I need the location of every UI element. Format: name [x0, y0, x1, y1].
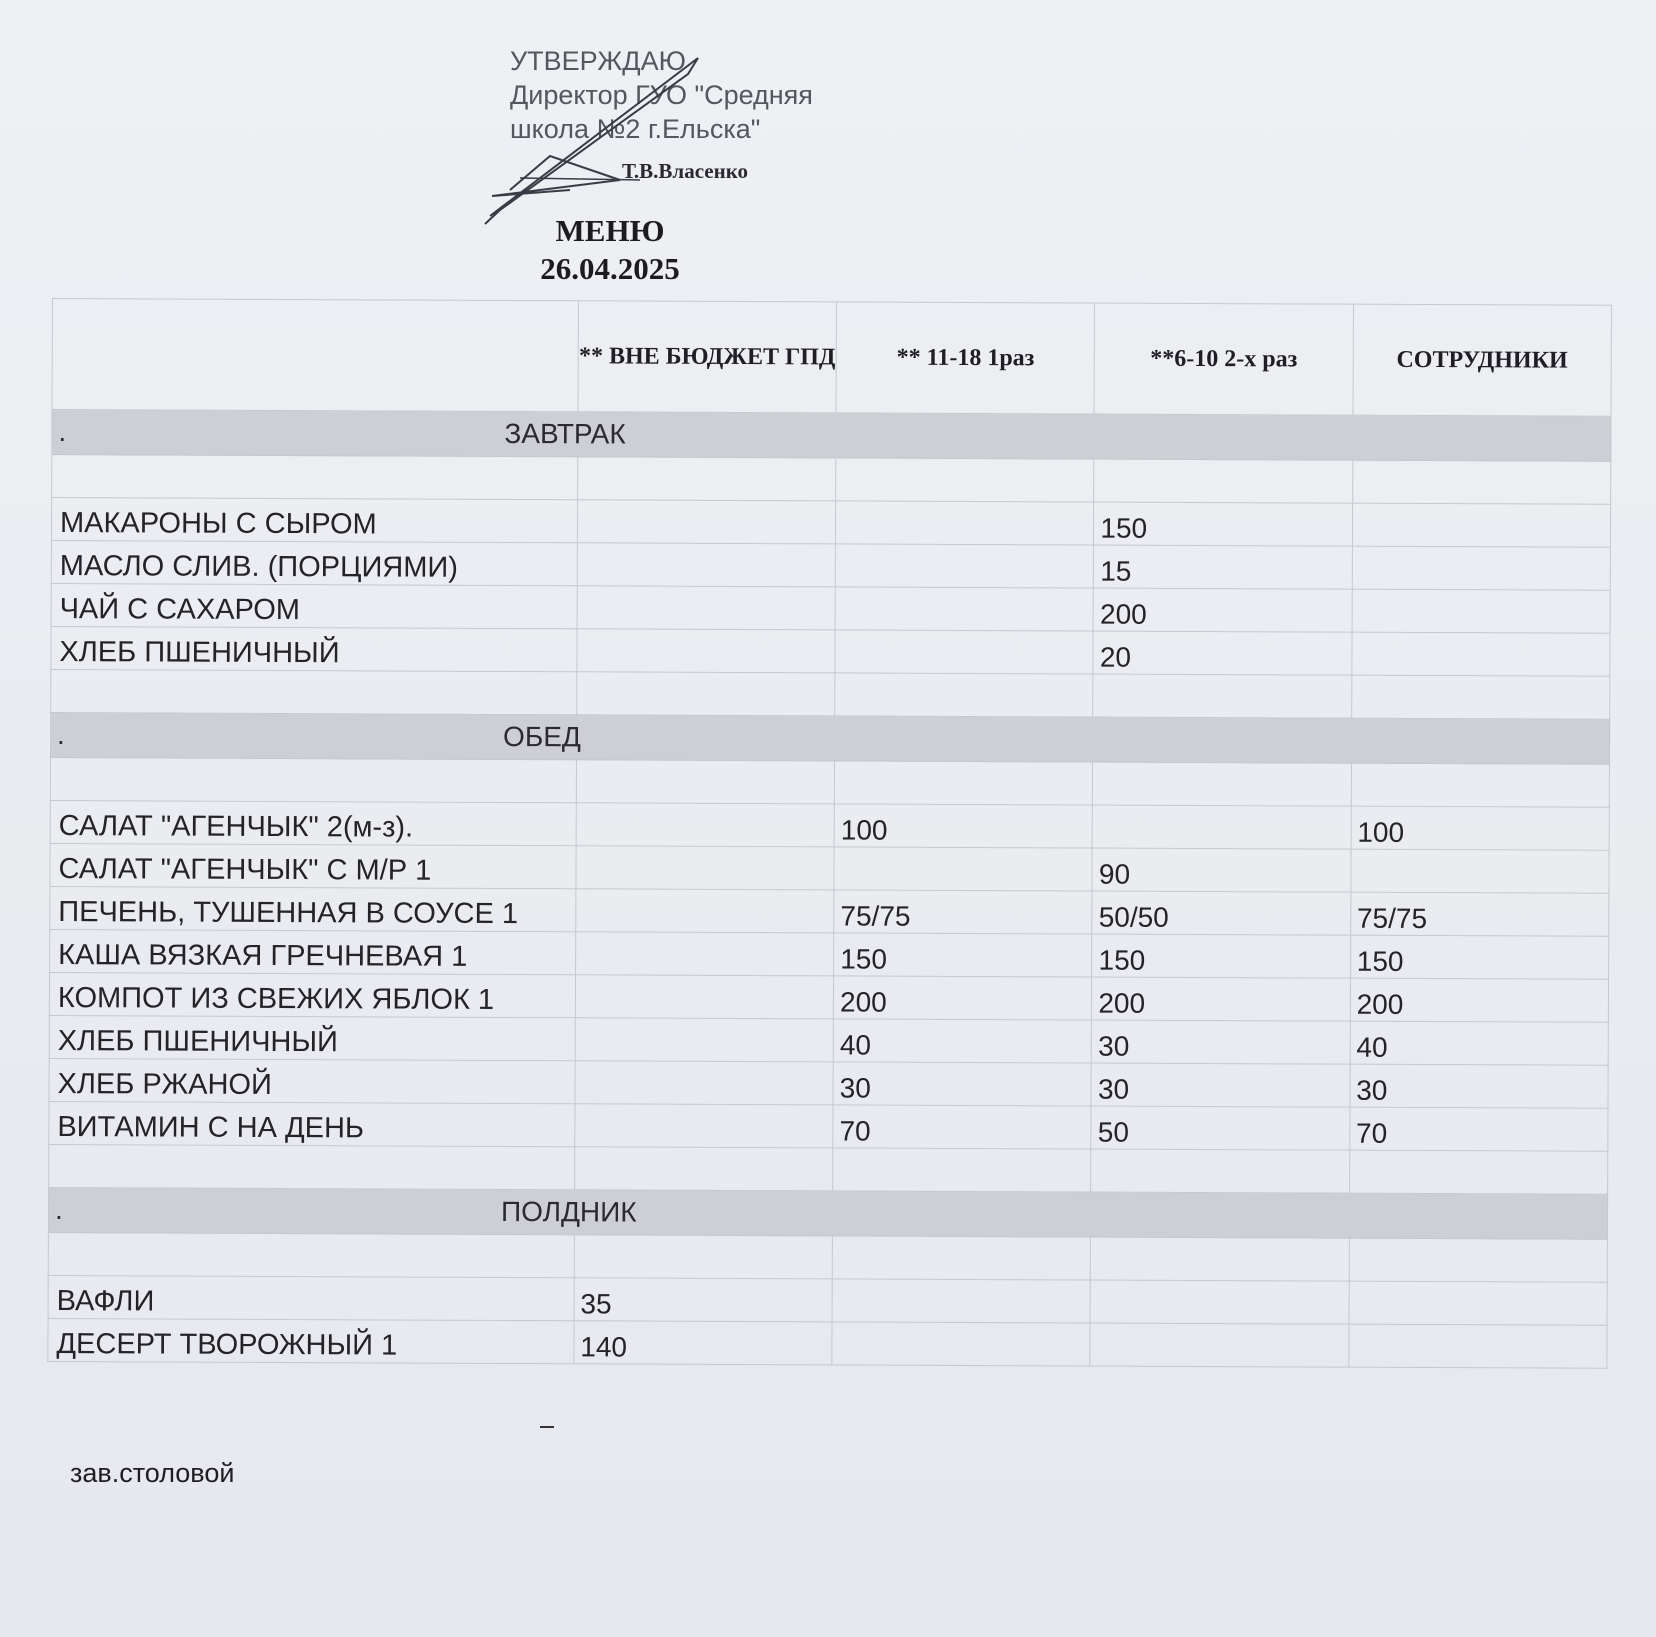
- age-6-10-value: [1090, 1280, 1348, 1324]
- staff-value: [1352, 503, 1610, 547]
- section-label: ПОЛДНИК: [500, 1195, 637, 1228]
- header-staff: СОТРУДНИКИ: [1353, 304, 1612, 416]
- age-11-18-value: 40: [833, 1019, 1091, 1063]
- dish-name: ХЛЕБ РЖАНОЙ: [49, 1058, 575, 1103]
- table-row: [48, 1318, 1607, 1368]
- title-heading: МЕНЮ: [555, 213, 665, 248]
- section-lunch: [50, 712, 1609, 764]
- age-11-18-value: [835, 544, 1093, 588]
- age-11-18-value: [835, 630, 1093, 674]
- age-6-10-value: 50: [1091, 1106, 1349, 1150]
- dish-name: ПЕЧЕНЬ, ТУШЕННАЯ В СОУСЕ 1: [50, 886, 576, 931]
- table-row: [50, 886, 1609, 936]
- staff-value: 75/75: [1350, 892, 1608, 936]
- age-6-10-value: 200: [1093, 588, 1351, 632]
- signature-icon: [480, 40, 780, 230]
- menu-title: [490, 212, 730, 288]
- age-11-18-value: [834, 847, 1092, 891]
- approval-position: Директор ГУО "Средняя: [510, 80, 813, 110]
- dish-name: МАСЛО СЛИВ. (ПОРЦИЯМИ): [51, 540, 577, 585]
- gpd-value: [575, 1104, 833, 1148]
- age-11-18-value: 75/75: [834, 890, 1092, 934]
- age-6-10-value: 50/50: [1092, 891, 1350, 935]
- table-row: [51, 540, 1610, 590]
- table-row: [50, 843, 1609, 893]
- staff-value: [1352, 632, 1610, 676]
- table-row: [50, 800, 1609, 850]
- dish-name: МАКАРОНЫ С СЫРОМ: [51, 498, 577, 543]
- age-6-10-value: 30: [1091, 1063, 1349, 1107]
- header-6-10: **6-10 2-х раз: [1094, 303, 1353, 415]
- table-row: [49, 972, 1608, 1022]
- age-6-10-value: 20: [1093, 631, 1351, 675]
- staff-value: [1352, 546, 1610, 590]
- staff-value: 150: [1350, 935, 1608, 979]
- header-gpd: ** ВНЕ БЮДЖЕТ ГПД: [578, 301, 837, 413]
- approval-school: школа №2 г.Ельска": [510, 114, 761, 144]
- section-marker: .: [58, 416, 67, 448]
- gpd-value: [577, 543, 835, 587]
- staff-value: 30: [1350, 1064, 1608, 1108]
- gpd-value: [577, 586, 835, 630]
- header-row: [52, 299, 1611, 417]
- dish-name: ВИТАМИН С НА ДЕНЬ: [49, 1101, 575, 1146]
- staff-value: 40: [1350, 1021, 1608, 1065]
- table-row: [48, 1275, 1607, 1325]
- dish-name: КАША ВЯЗКАЯ ГРЕЧНЕВАЯ 1: [50, 929, 576, 974]
- gpd-value: [575, 1061, 833, 1105]
- table-row: [49, 1101, 1608, 1151]
- table-row: [50, 929, 1609, 979]
- age-6-10-value: 30: [1092, 1020, 1350, 1064]
- age-6-10-value: 200: [1092, 977, 1350, 1021]
- dish-name: ЧАЙ С САХАРОМ: [51, 583, 577, 628]
- section-label: ОБЕД: [503, 720, 581, 753]
- dish-name: ВАФЛИ: [48, 1275, 574, 1320]
- staff-value: [1349, 1324, 1607, 1368]
- section-marker: .: [54, 1194, 63, 1226]
- canteen-head-signature: зав.столовой: [70, 1458, 235, 1488]
- gpd-value: [577, 629, 835, 673]
- age-6-10-value: 150: [1092, 934, 1350, 978]
- staff-value: [1349, 1281, 1607, 1325]
- age-11-18-value: [832, 1279, 1090, 1323]
- dish-name: САЛАТ "АГЕНЧЫК" С М/Р 1: [50, 843, 576, 888]
- header-11-18: ** 11-18 1раз: [836, 302, 1095, 414]
- table-row: [51, 626, 1610, 676]
- dish-name: САЛАТ "АГЕНЧЫК" 2(м-з).: [50, 800, 576, 845]
- header-blank: [52, 299, 578, 412]
- gpd-value: 35: [574, 1278, 832, 1322]
- gpd-value: [575, 932, 833, 976]
- age-11-18-value: 200: [834, 976, 1092, 1020]
- age-6-10-value: [1090, 1323, 1348, 1367]
- age-11-18-value: [832, 1322, 1090, 1366]
- approval-title: УТВЕРЖДАЮ: [510, 46, 686, 76]
- gpd-value: [576, 803, 834, 847]
- gpd-value: 140: [574, 1321, 832, 1365]
- age-11-18-value: 100: [834, 804, 1092, 848]
- age-11-18-value: 30: [833, 1062, 1091, 1106]
- section-marker: .: [57, 719, 65, 751]
- dish-name: КОМПОТ ИЗ СВЕЖИХ ЯБЛОК 1: [49, 972, 575, 1017]
- menu-table: [47, 298, 1612, 1369]
- dish-name: ДЕСЕРТ ТВОРОЖНЫЙ 1: [48, 1318, 574, 1363]
- age-11-18-value: 150: [834, 933, 1092, 977]
- age-11-18-value: [836, 501, 1094, 545]
- footer-dash: [540, 1426, 554, 1428]
- approval-signer: Т.В.Власенко: [622, 159, 749, 183]
- section-breakfast: [52, 410, 1611, 462]
- age-11-18-value: [835, 587, 1093, 631]
- gpd-value: [576, 846, 834, 890]
- gpd-value: [575, 975, 833, 1019]
- gpd-value: [575, 1018, 833, 1062]
- dish-name: ХЛЕБ ПШЕНИЧНЫЙ: [49, 1015, 575, 1060]
- age-6-10-value: 90: [1092, 848, 1350, 892]
- section-label: ЗАВТРАК: [504, 417, 626, 450]
- table-row: [49, 1015, 1608, 1065]
- staff-value: 100: [1351, 806, 1609, 850]
- staff-value: [1351, 849, 1609, 893]
- age-6-10-value: [1093, 805, 1351, 849]
- dish-name: ХЛЕБ ПШЕНИЧНЫЙ: [51, 626, 577, 671]
- age-6-10-value: 150: [1094, 502, 1352, 546]
- table-row: [51, 498, 1610, 548]
- title-date: 26.04.2025: [540, 251, 680, 286]
- gpd-value: [576, 889, 834, 933]
- staff-value: [1352, 589, 1610, 633]
- gpd-value: [577, 500, 835, 544]
- age-11-18-value: 70: [833, 1105, 1091, 1149]
- staff-value: 70: [1349, 1107, 1607, 1151]
- section-snack: [48, 1187, 1607, 1239]
- table-row: [49, 1058, 1608, 1108]
- age-6-10-value: 15: [1094, 545, 1352, 589]
- staff-value: 200: [1350, 978, 1608, 1022]
- table-row: [51, 583, 1610, 633]
